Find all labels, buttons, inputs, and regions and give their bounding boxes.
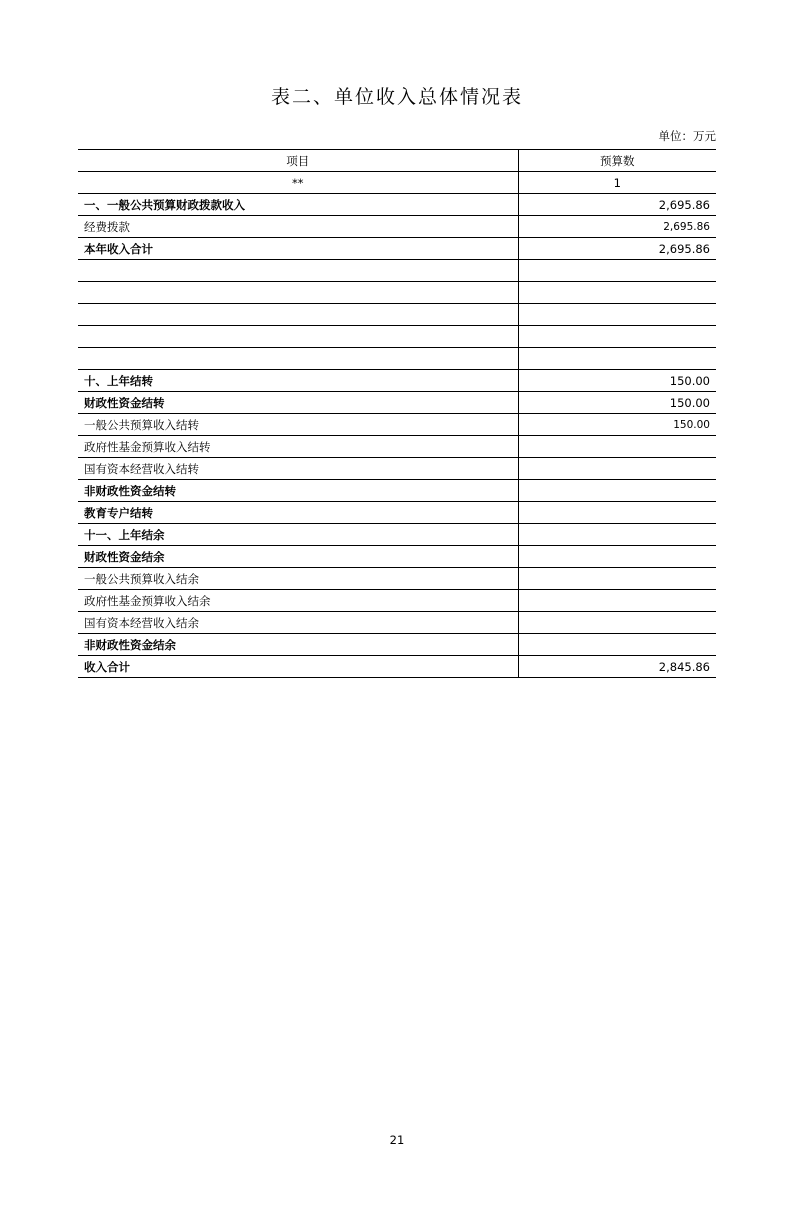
row-value: 150.00 — [518, 414, 716, 436]
row-value — [518, 524, 716, 546]
table-row — [78, 590, 716, 612]
table-row — [78, 458, 716, 480]
page-number: 21 — [389, 1133, 405, 1147]
row-label: 十、上年结转 — [78, 370, 518, 392]
document-page — [0, 82, 794, 1205]
table-container — [0, 149, 794, 678]
table-row — [78, 480, 716, 502]
row-label: 一般公共预算收入结转 — [78, 414, 518, 436]
table-row — [78, 326, 716, 348]
table-row — [78, 304, 716, 326]
table-row — [78, 524, 716, 546]
row-value: 150.00 — [518, 392, 716, 414]
table-header-row — [78, 150, 716, 172]
table-row — [78, 282, 716, 304]
row-value — [518, 568, 716, 590]
table-row — [78, 216, 716, 238]
row-label: 一般公共预算收入结余 — [78, 568, 518, 590]
table-row — [78, 260, 716, 282]
column-index-cell: 1 — [518, 172, 716, 194]
table-row — [78, 392, 716, 414]
row-value — [518, 260, 716, 282]
row-label — [78, 326, 518, 348]
unit-label: 单位：万元 — [658, 129, 716, 143]
row-value — [518, 612, 716, 634]
row-value — [518, 348, 716, 370]
column-header: 预算数 — [518, 150, 716, 172]
row-label — [78, 282, 518, 304]
row-label: 教育专户结转 — [78, 502, 518, 524]
row-value: 2,695.86 — [518, 238, 716, 260]
row-label: 非财政性资金结余 — [78, 634, 518, 656]
row-value — [518, 480, 716, 502]
column-header: 项目 — [78, 150, 518, 172]
table-row — [78, 546, 716, 568]
row-label: 经费拨款 — [78, 216, 518, 238]
table-row — [78, 436, 716, 458]
table-row — [78, 568, 716, 590]
row-label — [78, 304, 518, 326]
row-value — [518, 590, 716, 612]
row-value — [518, 458, 716, 480]
row-value — [518, 282, 716, 304]
row-label: 十一、上年结余 — [78, 524, 518, 546]
row-value: 2,695.86 — [518, 194, 716, 216]
row-label: 财政性资金结转 — [78, 392, 518, 414]
row-label: 政府性基金预算收入结转 — [78, 436, 518, 458]
row-value — [518, 634, 716, 656]
row-value: 2,695.86 — [518, 216, 716, 238]
row-label: 非财政性资金结转 — [78, 480, 518, 502]
table-row — [78, 634, 716, 656]
column-index-row — [78, 172, 716, 194]
table-row — [78, 348, 716, 370]
row-value — [518, 546, 716, 568]
row-value: 150.00 — [518, 370, 716, 392]
row-value — [518, 502, 716, 524]
row-label: 国有资本经营收入结余 — [78, 612, 518, 634]
table-row — [78, 656, 716, 678]
row-value: 2,845.86 — [518, 656, 716, 678]
row-label: 收入合计 — [78, 656, 518, 678]
row-value — [518, 436, 716, 458]
income-summary-table — [78, 149, 716, 678]
row-label: 国有资本经营收入结转 — [78, 458, 518, 480]
row-label: 一、一般公共预算财政拨款收入 — [78, 194, 518, 216]
column-index-cell: ** — [78, 172, 518, 194]
row-label — [78, 260, 518, 282]
row-label: 财政性资金结余 — [78, 546, 518, 568]
table-row — [78, 502, 716, 524]
row-label: 政府性基金预算收入结余 — [78, 590, 518, 612]
table-row — [78, 370, 716, 392]
row-label: 本年收入合计 — [78, 238, 518, 260]
table-row — [78, 612, 716, 634]
table-row — [78, 238, 716, 260]
table-body — [78, 150, 716, 678]
row-value — [518, 304, 716, 326]
row-value — [518, 326, 716, 348]
table-row — [78, 414, 716, 436]
row-label — [78, 348, 518, 370]
page-title: 表二、单位收入总体情况表 — [270, 86, 523, 108]
table-row — [78, 194, 716, 216]
